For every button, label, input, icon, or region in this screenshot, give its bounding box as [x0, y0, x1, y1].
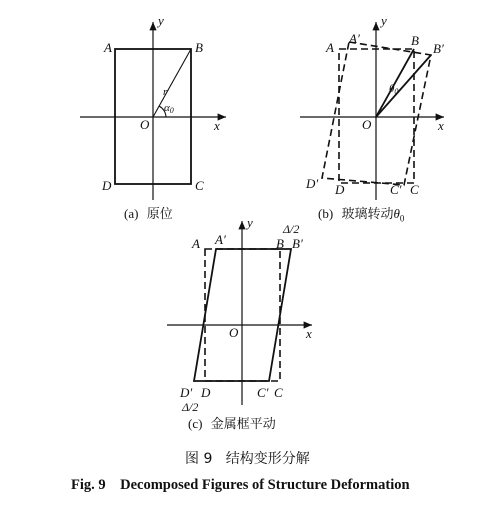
point-label-d: D	[335, 182, 345, 197]
point-label-c: C	[410, 182, 419, 197]
point-label-d-prime: D′	[180, 385, 193, 400]
y-axis-label: y	[247, 215, 253, 230]
point-label-d: D	[102, 178, 112, 193]
x-axis-label: x	[214, 118, 220, 133]
point-label-d-prime: D′	[306, 176, 319, 191]
point-label-a: A	[326, 40, 334, 55]
panel-b-caption	[318, 203, 404, 224]
point-label-a-prime: A′	[349, 31, 360, 46]
panel-b-caption-subscript: 0	[399, 213, 405, 224]
point-label-b: B	[195, 40, 203, 55]
panel-c-caption	[188, 413, 276, 432]
point-label-a: A	[104, 40, 112, 55]
panel-b	[300, 13, 444, 200]
panel-c	[167, 215, 312, 414]
panel-a-caption	[124, 203, 173, 222]
point-label-a-prime: A′	[215, 232, 226, 247]
figure-caption-chinese: 图 9 结构变形分解	[185, 451, 310, 467]
panel-c-caption-text: 金属框平动	[210, 417, 276, 432]
point-label-d: D	[201, 385, 211, 400]
panel-a-caption-tag: (a)	[124, 206, 139, 221]
point-label-b-prime: B′	[292, 236, 303, 251]
point-label-a: A	[192, 236, 200, 251]
y-axis-label: y	[381, 13, 387, 28]
panel-a	[80, 13, 226, 200]
panel-b-caption-tag: (b)	[318, 206, 334, 221]
angle-label: α0	[164, 102, 174, 115]
radius-line-rotated	[376, 55, 431, 117]
delta-top-label: Δ/2	[283, 222, 300, 236]
radius-label: r	[163, 86, 168, 98]
rotation-angle-label: θ0	[389, 83, 399, 96]
panel-c-caption-tag: (c)	[188, 416, 203, 431]
origin-label: O	[362, 117, 372, 132]
panel-b-caption-text: 玻璃转动	[341, 207, 394, 222]
point-label-c: C	[195, 178, 204, 193]
y-axis-label: y	[158, 13, 164, 28]
radius-line-original	[376, 49, 414, 117]
point-label-c-prime: C′	[257, 385, 269, 400]
origin-label: O	[140, 117, 150, 132]
point-label-c: C	[274, 385, 283, 400]
point-label-b: B	[411, 33, 419, 48]
point-label-b-prime: B′	[433, 41, 444, 56]
x-axis-label: x	[306, 326, 312, 341]
delta-bottom-label: Δ/2	[182, 400, 199, 414]
point-label-c-prime: C′	[390, 182, 402, 197]
origin-label: O	[229, 325, 239, 340]
point-label-b: B	[276, 236, 284, 251]
x-axis-label: x	[438, 118, 444, 133]
panel-a-caption-text: 原位	[146, 207, 173, 222]
figure-caption-english: Fig. 9 Decomposed Figures of Structure Deformation	[71, 477, 410, 493]
panel-b-caption-symbol: θ	[393, 206, 400, 221]
